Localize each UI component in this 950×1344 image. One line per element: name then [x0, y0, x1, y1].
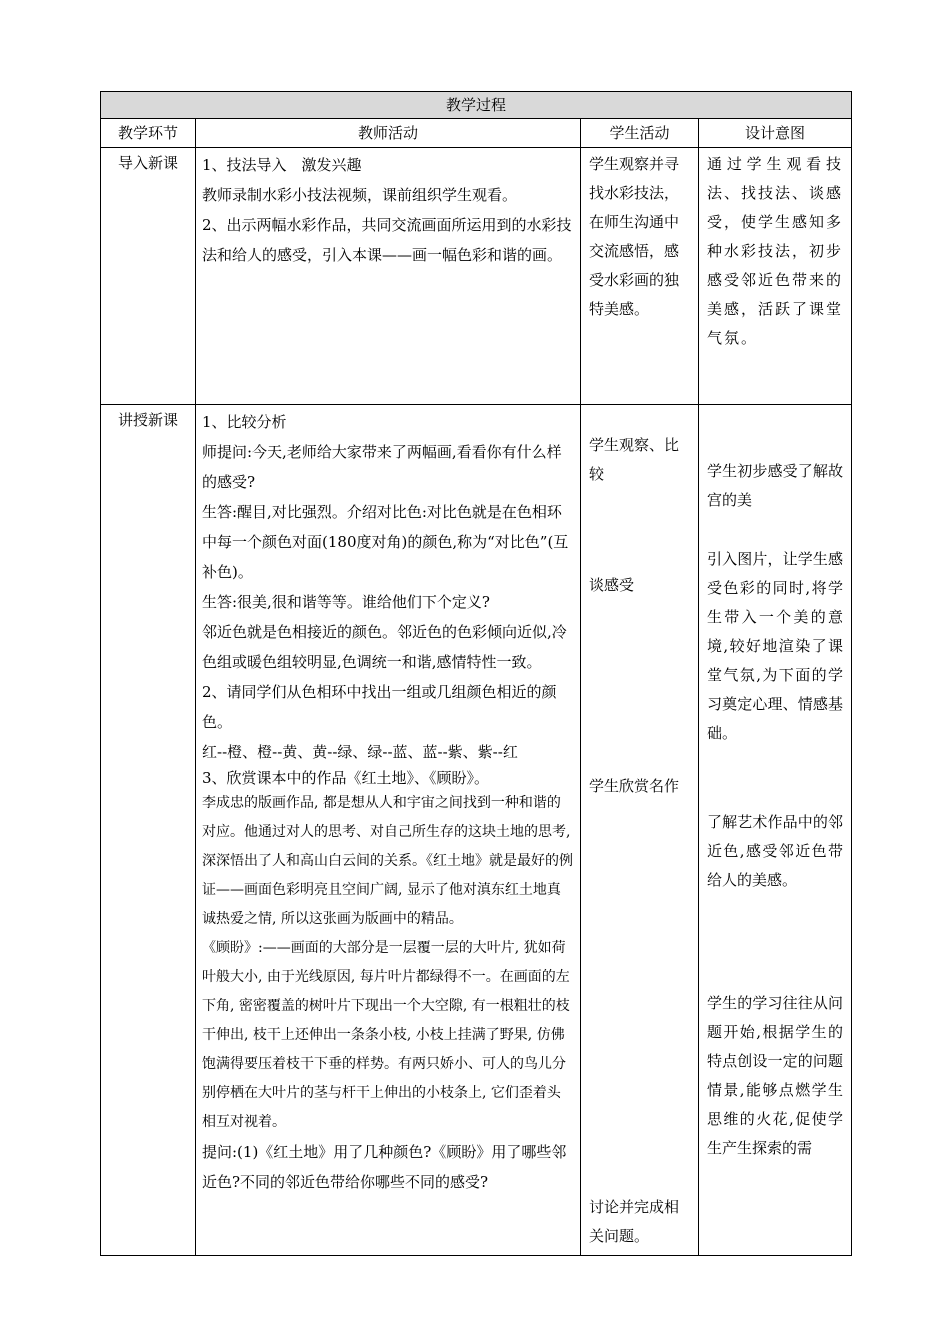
teaching-process-table — [100, 91, 852, 1256]
teacher-line: 师提问:今天,老师给大家带来了两幅画,看看你有什么样的感受? — [202, 443, 562, 491]
table-title-row — [101, 92, 852, 119]
teacher-line: 《顾盼》:——画面的大部分是一层覆一层的大叶片, 犹如荷叶般大小, 由于光线原因, 每片叶片都绿得不一。在画面的左下角, 密密覆盖的树叶片下现出一个大空隙, 有一根粗壮的枝干伸出, 枝干上还伸出一条条小枝, 小枝上挂满了野果, 仿佛饱满得要压着枝干下垂的样势。有两只娇小、可人的鸟儿分别停栖在大叶片的茎与杆干上伸出的小枝条上, 它们歪着头相互对视着。 — [202, 940, 570, 1130]
teacher-line: 2、请同学们从色相环中找出一组或几组颜色相近的颜色。 — [202, 683, 557, 731]
student-text: 谈感受 — [589, 576, 635, 594]
table-row — [101, 405, 852, 1256]
student-activity-lesson — [581, 405, 699, 1256]
teacher-line: 生答:醒目,对比强烈。介绍对比色:对比色就是在色相环中每一个颜色对面(180度对角)的颜色,称为“对比色”(互补色)。 — [202, 503, 569, 581]
student-text: 学生欣赏名作 — [589, 777, 680, 795]
design-text: 学生初步感受了解故宫的美 — [707, 462, 844, 509]
teacher-line: 提问:(1)《红土地》用了几种颜色?《顾盼》用了哪些邻近色?不同的邻近色带给你哪些不同的感受? — [202, 1143, 567, 1191]
stage-lesson: 讲授新课 — [101, 405, 196, 1256]
header-row — [101, 119, 852, 148]
student-text: 学生观察、比较 — [589, 436, 680, 483]
stage-intro: 导入新课 — [101, 148, 196, 405]
design-text: 了解艺术作品中的邻近色,感受邻近色带给人的美感。 — [707, 813, 844, 889]
teacher-line: 3、欣赏课本中的作品《红土地》、《顾盼》。 — [202, 769, 490, 787]
header-stage: 教学环节 — [101, 119, 196, 148]
teacher-line: 教师录制水彩小技法视频，课前组织学生观看。 — [202, 186, 518, 204]
teacher-line: 邻近色就是色相接近的颜色。邻近色的色彩倾向近似,冷色组或暖色组较明显,色调统一和谐,感情特性一致。 — [202, 623, 567, 671]
teacher-line: 生答:很美,很和谐等等。谁给他们下个定义? — [202, 593, 490, 611]
teacher-activity-intro — [196, 148, 581, 405]
header-student: 学生活动 — [581, 119, 699, 148]
teacher-line: 2、出示两幅水彩作品，共同交流画面所运用到的水彩技法和给人的感受，引入本课——画一幅色彩和谐的画。 — [202, 216, 572, 264]
design-text: 学生的学习往往从问题开始,根据学生的特点创设一定的问题情景,能够点燃学生思维的火花,促使学生产生探索的需 — [707, 994, 844, 1157]
design-text: 通过学生观看技法、找技法、谈感受，使学生感知多种水彩技法，初步感受邻近色带来的美感，活跃了课堂气氛。 — [707, 155, 844, 347]
teacher-activity-lesson — [196, 405, 581, 1256]
student-text: 讨论并完成相关问题。 — [589, 1198, 680, 1245]
design-intent-intro — [699, 148, 852, 405]
design-text: 引入图片，让学生感受色彩的同时,将学生带入一个美的意境,较好地渲染了课堂气氛,为下面的学习奠定心理、情感基础。 — [707, 550, 844, 742]
student-activity-intro — [581, 148, 699, 405]
teacher-line: 红--橙、橙--黄、黄--绿、绿--蓝、蓝--紫、紫--红 — [202, 743, 518, 761]
design-intent-lesson — [699, 405, 852, 1256]
table-row — [101, 148, 852, 405]
teacher-line: 1、比较分析 — [202, 413, 287, 431]
header-design: 设计意图 — [699, 119, 852, 148]
teacher-line: 李成忠的版画作品, 都是想从人和宇宙之间找到一种和谐的对应。他通过对人的思考、对自己所生存的这块土地的思考, 深深悟出了人和高山白云间的关系。《红土地》就是最好的例证——画面色彩明亮且空间广阔, 显示了他对滇东红土地真诚热爱之情, 所以这张画为版画中的精品。 — [202, 795, 573, 927]
header-teacher: 教师活动 — [196, 119, 581, 148]
teacher-line: 1、技法导入 激发兴趣 — [202, 156, 362, 174]
student-text: 学生观察并寻找水彩技法，在师生沟通中交流感悟，感受水彩画的独特美感。 — [589, 155, 680, 318]
table-title: 教学过程 — [101, 92, 852, 119]
